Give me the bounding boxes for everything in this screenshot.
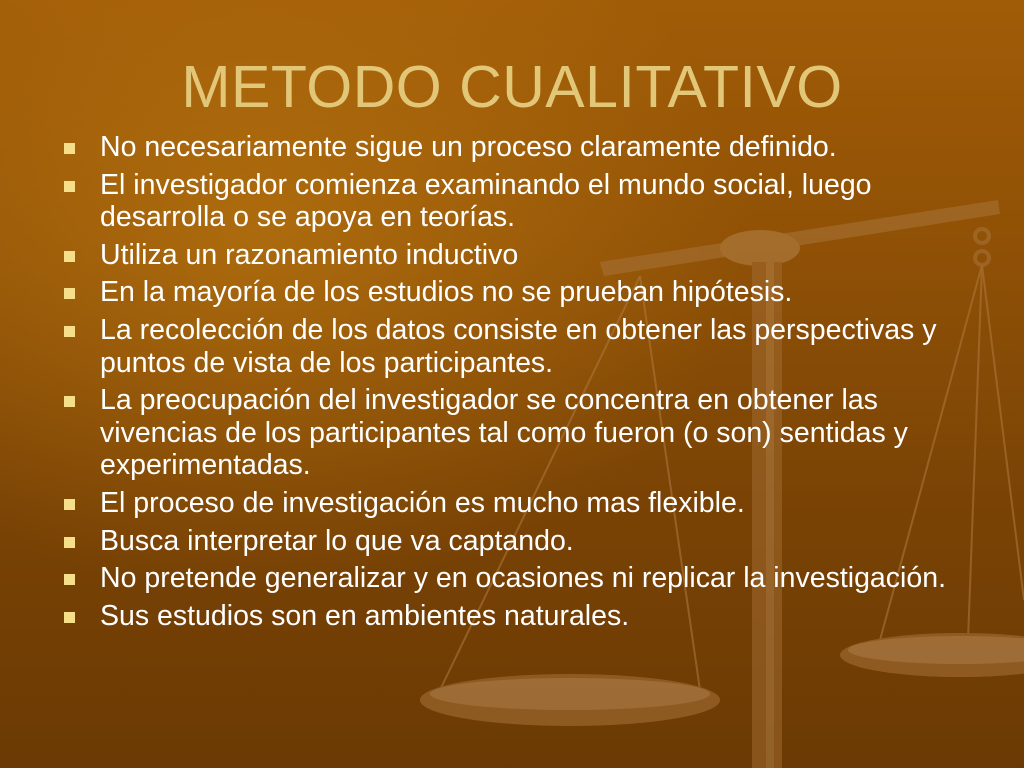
bullet-text: Sus estudios son en ambientes naturales. [100,599,630,632]
square-bullet-icon [64,143,75,154]
list-item [62,239,967,272]
list-item [62,314,967,379]
square-bullet-icon [64,181,75,192]
square-bullet-icon [64,251,75,262]
list-item [62,525,967,558]
list-item [62,131,967,164]
square-bullet-icon [64,326,75,337]
square-bullet-icon [64,396,75,407]
list-item [62,276,967,309]
square-bullet-icon [64,612,75,623]
bullet-text: Busca interpretar lo que va captando. [100,524,574,557]
bullet-text: La preocupación del investigador se concentra en obtener las vivencias de los participantes tal como fueron (o son) sentidas y experimentadas. [100,384,908,482]
bullet-text: En la mayoría de los estudios no se prueban hipótesis. [100,276,793,309]
list-item [62,384,967,482]
square-bullet-icon [64,288,75,299]
bullet-text: La recolección de los datos consiste en obtener las perspectivas y puntos de vista de los participantes. [100,313,937,379]
bullet-list [62,131,967,637]
bullet-text: El investigador comienza examinando el mundo social, luego desarrolla o se apoya en teorías. [100,168,872,234]
list-item [62,487,967,520]
square-bullet-icon [64,537,75,548]
list-item [62,562,967,595]
square-bullet-icon [64,574,75,585]
bullet-text: Utiliza un razonamiento inductivo [100,238,519,271]
bullet-text: El proceso de investigación es mucho mas flexible. [100,486,745,519]
list-item [62,600,967,633]
square-bullet-icon [64,499,75,510]
bullet-text: No pretende generalizar y en ocasiones ni replicar la investigación. [100,562,946,595]
bullet-text: No necesariamente sigue un proceso claramente definido. [100,131,837,163]
list-item [62,169,967,234]
slide-title: METODO CUALITATIVO [181,54,843,120]
